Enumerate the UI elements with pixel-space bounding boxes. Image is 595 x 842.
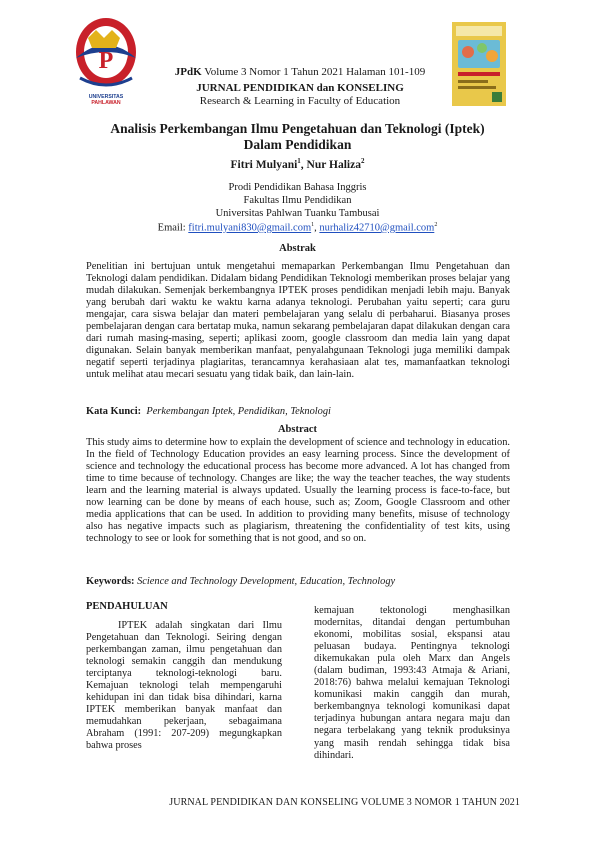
section-heading-pendahuluan: PENDAHULUAN <box>86 601 168 612</box>
author-separator: , <box>300 158 307 171</box>
email-separator: , <box>314 222 320 234</box>
university-logo <box>66 12 146 108</box>
abstract-text: This study aims to determine how to explain the development of science and technology in education. In the field of Technology Education provides an easy learning process. Since the development of science and technology the educational process has become more advanced. A lot has changed from time to time because of technology. Changes are like; the way the teacher teaches, the way students learn and the learning material is always updated. Usually the learning process is face-to-face, but now learning can be done by means of each house, such as; Zoom, Google Classroom and other media applications that can be used. In addition to providing many benefits, misuse of technology also has negative impacts such as plagiarism, threatening the confidentiality of test kits, using technology to see or look for something that is not good, and so on. <box>86 437 510 545</box>
kata-kunci-label: Kata Kunci: <box>86 406 142 417</box>
journal-abbreviation: JPdK <box>174 66 202 78</box>
email-label: Email: <box>157 222 189 234</box>
article-title <box>80 121 515 153</box>
keywords-label: Keywords: <box>86 576 135 587</box>
svg-text:UNIVERSITAS: UNIVERSITAS <box>88 94 124 100</box>
affiliation-program: Prodi Pendidikan Bahasa Inggris <box>228 182 367 193</box>
abstract-heading: Abstract <box>277 424 318 435</box>
svg-text:P: P <box>98 48 114 74</box>
title-line-1: Analisis Perkembangan Ilmu Pengetahuan dan Teknologi (Iptek) <box>110 121 485 136</box>
left-column-text: IPTEK adalah singkatan dari Ilmu Pengetahuan dan Teknologi. Seiring dengan perkembangan zaman, ilmu pengetahuan dan teknologi semakin canggih dan mendukung terciptanya teknologi-teknologi baru. Kemajuan teknologi telah mempengaruhi kehidupan ini dan tidak bisa dihindari, karna IPTEK memberikan banyak manfaat dan memudahkan pekerjaan, sebagaimana Abraham (1991: 207-209) megungkapkan bahwa proses <box>86 620 282 752</box>
email-2-sup: 2 <box>434 222 438 228</box>
journal-name: JURNAL PENDIDIKAN dan KONSELING <box>196 82 404 94</box>
journal-volume-line <box>150 66 450 79</box>
abstrak-text: Penelitian ini bertujuan untuk mengetahui memaparkan Perkembangan Ilmu Pengetahuan dan Teknologi dalam pendidikan. Didalam bidang Pendidikan Teknologi memberikan proses belajar yang mudah dilakukan. Semenjak berkembangnya IPTEK proses pendidikan menjadi lebih maju. Banyak yang berubah dari waktu ke waktu karna adanya teknologi. Perubahan yaitu seperti; cara guru mengajar, cara siswa belajar dan materi pembelajaran yang selalu di perbaharui. Biasanya proses pembelajaran dengan cara bertatap muka, namun sekarang pembelajaran dapat dilakukan dengan cara dari rumah masing-masing, seperti; aplikasi zoom, google classroom dan media lain yang dapat digunakan. Selain banyak memberikan manfaat, penyalahgunaan Teknologi juga memiliki dampak negatif seperti terjadinya plagiaritas, terancamnya kerahasiaan alat tes, mamanfaatkan teknologi untuk melihat atau mecari sesuatu yang tidak baik, dan lain-lain. <box>86 261 510 381</box>
author-1: Fitri Mulyani <box>230 158 298 171</box>
keywords-text: Science and Technology Development, Education, Technology <box>137 576 396 587</box>
author-1-sup: 1 <box>297 157 301 165</box>
affiliation-faculty: Fakultas Ilmu Pendidikan <box>243 195 352 206</box>
journal-cover-image <box>452 22 506 106</box>
keywords-line <box>86 576 510 587</box>
author-2-sup: 2 <box>360 157 365 165</box>
right-column-text: kemajuan tektonologi menghasilkan modernitas, ditandai dengan pertumbuhan ekonomi, mobilitas sosial, ekspansi atau peluasan budaya. Pentingnya teknologi dikemukakan pula oleh Marx dan Angels (dalam budiman, 1993:43 Atmaja & Ariani, 2018:76) bahwa melalui kemajuan Teknologi komunikasi makin canggih dan murah, berkembangnya teknologi komunikasi dapat terjadinya hubungan antara negara maju dan negara terbelakang yang teknik produksinya yang masih rendah sehingga tidak bisa dihindari. <box>314 605 510 761</box>
volume-info: Volume 3 Nomor 1 Tahun 2021 Halaman 101-109 <box>204 66 426 78</box>
email-link-1[interactable]: fitri.mulyani830@gmail.com <box>188 222 312 234</box>
affiliation-university: Universitas Pahlwan Tuanku Tambusai <box>215 208 380 219</box>
kata-kunci-text: Perkembangan Iptek, Pendidikan, Teknologi <box>146 406 331 417</box>
author-2: Nur Haliza <box>306 158 361 171</box>
journal-tagline: Research & Learning in Faculty of Education <box>199 95 401 107</box>
email-1-sup: 1 <box>311 222 315 228</box>
abstrak-heading: Abstrak <box>279 243 316 254</box>
page-footer: JURNAL PENDIDIKAN DAN KONSELING VOLUME 3 NOMOR 1 TAHUN 2021 <box>169 797 520 808</box>
authors <box>80 157 515 171</box>
email-link-2[interactable]: nurhaliz42710@gmail.com <box>319 222 435 234</box>
email-line <box>80 219 515 235</box>
svg-text:PAHLAWAN: PAHLAWAN <box>91 100 121 106</box>
kata-kunci-line <box>86 406 510 417</box>
title-line-2: Dalam Pendidikan <box>243 137 352 152</box>
